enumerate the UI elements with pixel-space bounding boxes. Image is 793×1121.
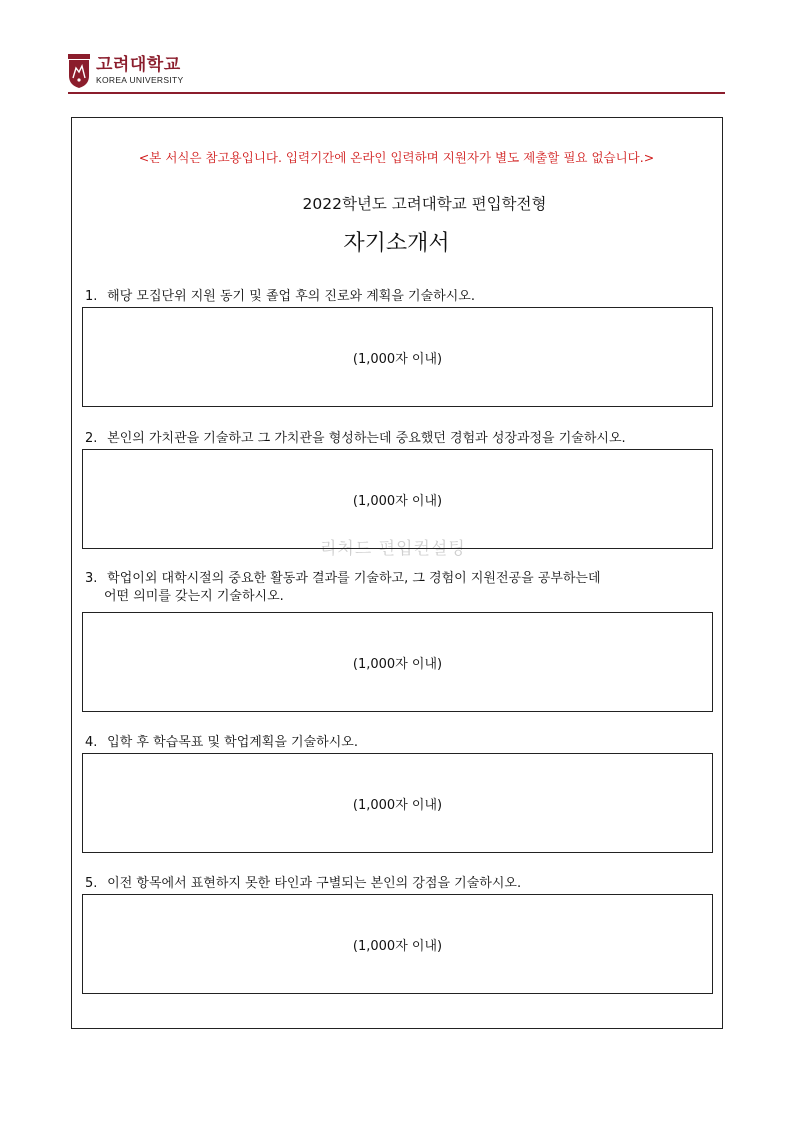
answer-box-5[interactable] (82, 894, 713, 994)
question-number: 3. (85, 571, 98, 586)
question-text: 입학 후 학습목표 및 학업계획을 기술하시오. (107, 735, 358, 750)
question-number: 4. (85, 735, 98, 750)
university-seal-icon (68, 54, 90, 88)
answer-box-2[interactable] (82, 449, 713, 549)
form-subtitle: 2022학년도 고려대학교 편입학전형 (302, 195, 547, 213)
header-divider (68, 92, 725, 94)
university-name-korean: 고려대학교 (96, 55, 181, 76)
question-4 (85, 734, 713, 752)
university-header (68, 54, 183, 88)
answer-box-1[interactable] (82, 307, 713, 407)
question-text: 이전 항목에서 표현하지 못한 타인과 구별되는 본인의 강점을 기술하시오. (107, 876, 522, 891)
answer-box-3[interactable] (82, 612, 713, 712)
reference-notice: <본 서식은 참고용입니다. 입력기간에 온라인 입력하며 지원자가 별도 제출할 필요 없습니다.> (138, 150, 655, 165)
question-text: 해당 모집단위 지원 동기 및 졸업 후의 진로와 계획을 기술하시오. (107, 289, 475, 304)
character-limit-hint: (1,000자 이내) (352, 351, 443, 367)
question-2 (85, 430, 713, 448)
question-text-continuation: 어떤 의미를 갖는지 기술하시오. (104, 589, 284, 604)
character-limit-hint: (1,000자 이내) (352, 797, 443, 813)
answer-box-4[interactable] (82, 753, 713, 853)
question-number: 2. (85, 431, 98, 446)
form-title: 자기소개서 (343, 231, 450, 256)
watermark: 리처드 편입컨설팅 (320, 539, 466, 559)
question-3 (85, 570, 713, 606)
question-1 (85, 288, 713, 306)
character-limit-hint: (1,000자 이내) (352, 656, 443, 672)
university-name-english: KOREA UNIVERSITY (96, 75, 184, 86)
question-text: 본인의 가치관을 기술하고 그 가치관을 형성하는데 중요했던 경험과 성장과정을 기술하시오. (107, 431, 626, 446)
character-limit-hint: (1,000자 이내) (352, 493, 443, 509)
character-limit-hint: (1,000자 이내) (352, 938, 443, 954)
question-number: 1. (85, 289, 98, 304)
question-5 (85, 875, 713, 893)
question-number: 5. (85, 876, 98, 891)
question-text: 학업이외 대학시절의 중요한 활동과 결과를 기술하고, 그 경험이 지원전공을 공부하는데 (107, 571, 601, 586)
